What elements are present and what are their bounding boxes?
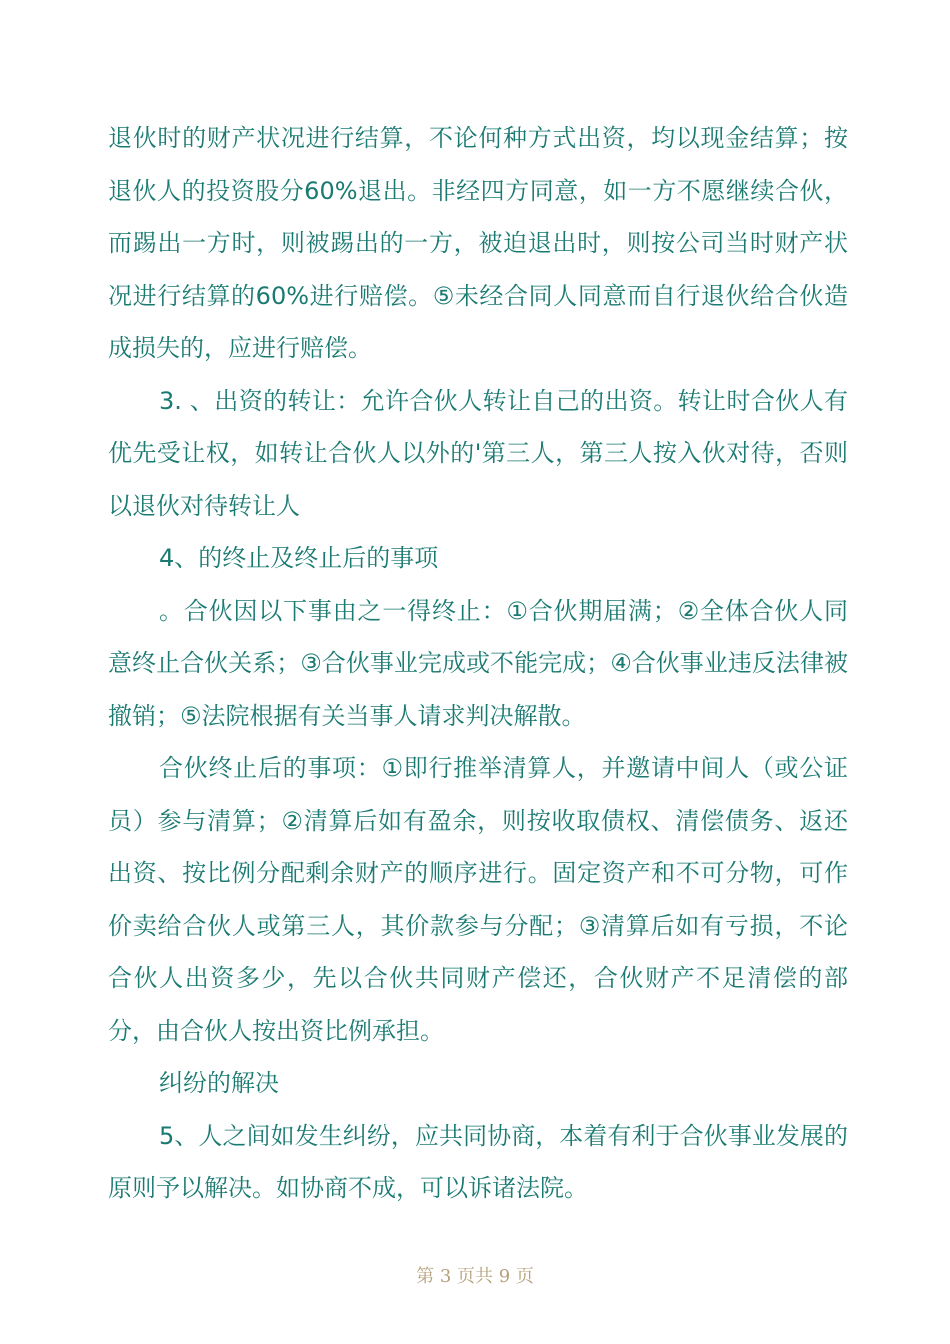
paragraph-capital-transfer: 3. 、出资的转让：允许合伙人转让自己的出资。转让时合伙人有优先受让权，如转让合伙人以外的'第三人，第三人按入伙对待，否则以退伙对待转让人 <box>108 386 848 520</box>
paragraph-withdrawal-settlement: 退伙时的财产状况进行结算，不论何种方式出资，均以现金结算；按退伙人的投资股分60%退出。非经四方同意，如一方不愿继续合伙，而踢出一方时，则被踢出的一方，被迫退出时，则按公司当时财产状况进行结算的60%进行赔偿。⑤未经合同人同意而自行退伙给合伙造成损失的，应进行赔偿。 <box>108 124 848 362</box>
paragraph-termination-causes: 。合伙因以下事由之一得终止：①合伙期届满；②全体合伙人同意终止合伙关系；③合伙事业完成或不能完成；④合伙事业违反法律被撤销；⑤法院根据有关当事人请求判决解散。 <box>108 596 848 730</box>
paragraph-dispute-resolution: 5、人之间如发生纠纷，应共同协商，本着有利于合伙事业发展的原则予以解决。如协商不成，可以诉诸法院。 <box>108 1121 848 1202</box>
section-heading-dispute-resolution: 纠纷的解决 <box>159 1069 279 1097</box>
document-body <box>108 112 848 1215</box>
page-number-footer: 第 3 页共 9 页 <box>416 1266 534 1287</box>
section-heading-termination: 4、的终止及终止后的事项 <box>159 544 439 572</box>
paragraph-post-termination-matters: 合伙终止后的事项：①即行推举清算人，并邀请中间人（或公证员）参与清算；②清算后如有盈余，则按收取债权、清偿债务、返还出资、按比例分配剩余财产的顺序进行。固定资产和不可分物，可作价卖给合伙人或第三人，其价款参与分配；③清算后如有亏损，不论合伙人出资多少，先以合伙共同财产偿还，合伙财产不足清偿的部分，由合伙人按出资比例承担。 <box>108 754 848 1045</box>
